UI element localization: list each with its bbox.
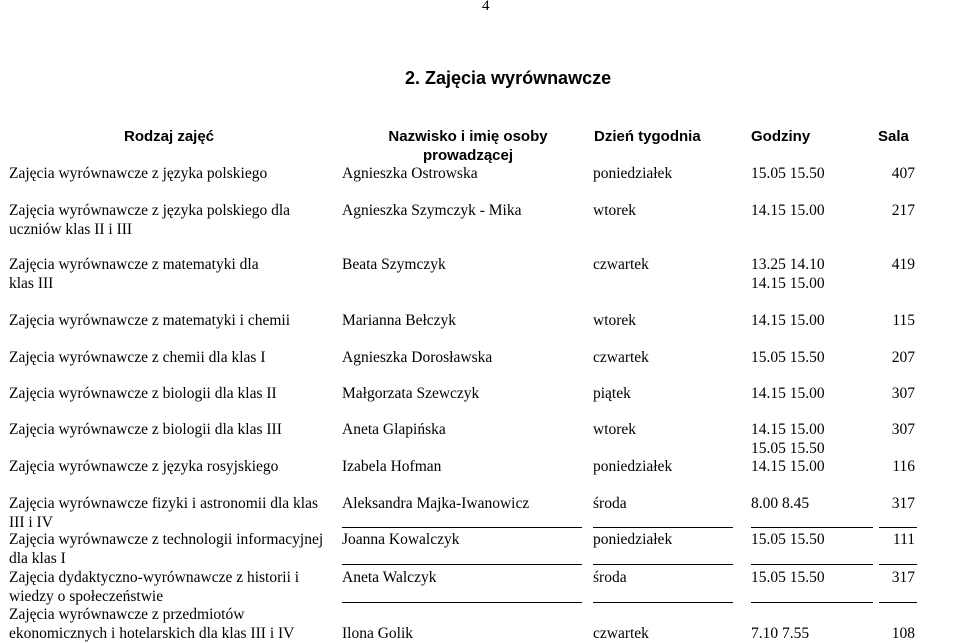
cell-type-line: wiedzy o społeczeństwie	[9, 588, 164, 605]
cell-type: Zajęcia wyrównawcze z języka polskiego	[9, 165, 268, 182]
cell-type-line: Zajęcia wyrównawcze z języka polskiego dla	[9, 202, 291, 219]
cell-hours: 15.05 15.50	[751, 569, 825, 586]
cell-hours	[751, 420, 871, 458]
cell-type-line: Zajęcia wyrównawcze z przedmiotów	[9, 606, 245, 623]
cell-room: 116	[892, 458, 915, 475]
hours-divider	[751, 602, 873, 603]
cell-teacher: Marianna Bełczyk	[342, 312, 457, 329]
cell-teacher: Aneta Walczyk	[342, 569, 437, 586]
cell-teacher: Ilona Golik	[342, 625, 414, 642]
cell-day: środa	[593, 495, 627, 512]
cell-type: Zajęcia wyrównawcze z biologii dla klas II	[9, 385, 277, 402]
cell-day: poniedziałek	[593, 165, 673, 182]
cell-hours: 15.05 15.50	[751, 349, 825, 366]
hours-divider	[751, 527, 873, 528]
cell-type-line: Zajęcia wyrównawcze z technologii informacyjnej	[9, 531, 324, 548]
cell-type: Zajęcia wyrównawcze z chemii dla klas I	[9, 349, 266, 366]
cell-type: Zajęcia wyrównawcze z języka rosyjskiego	[9, 458, 279, 475]
cell-teacher: Aleksandra Majka-Iwanowicz	[342, 495, 530, 512]
cell-room: 317	[891, 495, 915, 512]
cell-hours-line: 14.15 15.00	[751, 421, 825, 438]
cell-teacher: Izabela Hofman	[342, 458, 442, 475]
cell-room: 407	[891, 165, 915, 182]
room-divider	[879, 564, 917, 565]
cell-teacher: Agnieszka Ostrowska	[342, 165, 478, 182]
cell-type	[9, 201, 332, 239]
cell-hours-line: 13.25 14.10	[751, 256, 825, 273]
cell-room: 419	[891, 256, 915, 273]
cell-day: środa	[593, 569, 627, 586]
cell-room: 217	[891, 202, 915, 219]
header-teacher: Nazwisko i imię osoby prowadzącej	[388, 128, 548, 164]
cell-type	[9, 530, 332, 568]
teacher-divider	[342, 564, 582, 565]
teacher-divider	[342, 602, 582, 603]
cell-day: wtorek	[593, 312, 637, 329]
cell-hours: 14.15 15.00	[751, 202, 825, 219]
cell-room: 108	[891, 625, 915, 642]
cell-type-line: Zajęcia wyrównawcze z matematyki dla	[9, 256, 259, 273]
cell-room: 111	[892, 531, 915, 548]
cell-hours: 14.15 15.00	[751, 458, 825, 475]
cell-type-line: dla klas I	[9, 550, 66, 567]
cell-type-line: Zajęcia dydaktyczno-wyrównawcze z historii i	[9, 569, 300, 586]
cell-type-line: III i IV	[9, 514, 53, 531]
cell-hours: 15.05 15.50	[751, 165, 825, 182]
cell-room: 317	[891, 569, 915, 586]
cell-type: Zajęcia wyrównawcze z matematyki i chemii	[9, 312, 291, 329]
day-divider	[593, 527, 733, 528]
header-day: Dzień tygodnia	[594, 128, 701, 145]
cell-day: wtorek	[593, 421, 637, 438]
day-divider	[593, 564, 733, 565]
cell-hours: 7.10 7.55	[751, 625, 810, 642]
cell-room: 307	[891, 385, 915, 402]
cell-teacher: Aneta Glapińska	[342, 421, 446, 438]
cell-teacher: Agnieszka Dorosławska	[342, 349, 493, 366]
cell-day: poniedziałek	[593, 531, 673, 548]
room-divider	[879, 527, 917, 528]
cell-day: czwartek	[593, 349, 649, 366]
cell-type	[9, 568, 332, 606]
cell-hours: 8.00 8.45	[751, 495, 810, 512]
cell-teacher: Agnieszka Szymczyk - Mika	[342, 202, 522, 219]
cell-room: 115	[892, 312, 915, 329]
cell-type	[9, 605, 332, 643]
cell-type-line: klas III	[9, 275, 54, 292]
page-number: 4	[482, 0, 490, 14]
cell-hours	[751, 255, 871, 293]
cell-teacher: Małgorzata Szewczyk	[342, 385, 480, 402]
cell-day: wtorek	[593, 202, 637, 219]
cell-hours: 14.15 15.00	[751, 312, 825, 329]
header-room: Sala	[878, 128, 909, 145]
cell-day: czwartek	[593, 625, 649, 642]
cell-hours: 14.15 15.00	[751, 385, 825, 402]
cell-type	[9, 255, 332, 293]
cell-teacher: Joanna Kowalczyk	[342, 531, 460, 548]
cell-room: 207	[891, 349, 915, 366]
hours-divider	[751, 564, 873, 565]
cell-type-line: ekonomicznych i hotelarskich dla klas III i IV	[9, 625, 295, 642]
header-type: Rodzaj zajęć	[124, 128, 215, 145]
cell-room: 307	[891, 421, 915, 438]
cell-hours-line: 15.05 15.50	[751, 440, 825, 457]
cell-type-line: Zajęcia wyrównawcze fizyki i astronomii dla klas	[9, 495, 319, 512]
cell-hours: 15.05 15.50	[751, 531, 825, 548]
cell-type	[9, 494, 332, 532]
cell-type-line: uczniów klas II i III	[9, 221, 133, 238]
day-divider	[593, 602, 733, 603]
room-divider	[879, 602, 917, 603]
cell-hours-line: 14.15 15.00	[751, 275, 825, 292]
cell-type: Zajęcia wyrównawcze z biologii dla klas III	[9, 421, 282, 438]
cell-day: piątek	[593, 385, 631, 402]
cell-teacher: Beata Szymczyk	[342, 256, 446, 273]
cell-day: poniedziałek	[593, 458, 673, 475]
section-title: 2. Zajęcia wyrównawcze	[405, 68, 612, 88]
teacher-divider	[342, 527, 582, 528]
cell-day: czwartek	[593, 256, 649, 273]
header-hours: Godziny	[751, 128, 811, 145]
